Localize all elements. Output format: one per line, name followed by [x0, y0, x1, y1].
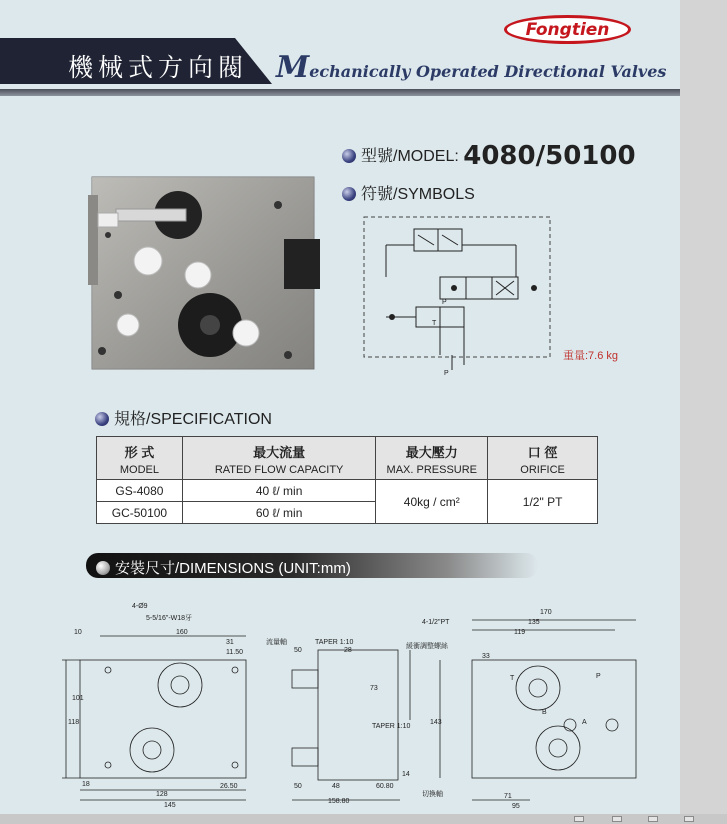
page-thumb-icon[interactable]: [612, 816, 622, 822]
dim-11-50: 11.50: [226, 649, 243, 656]
page-title-cn: 機械式方向閥: [68, 53, 249, 82]
page-thumb-icon[interactable]: [684, 816, 694, 822]
bullet-icon: [96, 561, 110, 575]
symbol-port-t: T: [432, 320, 437, 327]
table-row: [97, 480, 598, 502]
dim-cut-shaft: 切換軸: [422, 791, 443, 798]
dim-48: 48: [332, 783, 340, 790]
dim-taper-top: TAPER 1:10: [315, 639, 354, 646]
dim-31: 31: [226, 639, 234, 646]
cell-flow: 60 ℓ/ min: [182, 502, 376, 524]
col-flow: 最大流量 RATED FLOW CAPACITY: [182, 437, 376, 480]
header-divider: [0, 89, 680, 96]
model-label: 型號/MODEL:: [361, 148, 459, 165]
dim-28: 28: [344, 647, 352, 654]
cell-pressure: 40kg / cm²: [376, 480, 488, 524]
dim-18: 18: [82, 781, 90, 788]
page-thumb-icon[interactable]: [648, 816, 658, 822]
table-header-row: [97, 437, 598, 480]
dim-14: 14: [402, 771, 410, 778]
symbols-label: 符號/SYMBOLS: [361, 186, 475, 203]
col-orifice: 口 徑 ORIFICE: [488, 437, 598, 480]
symbols-line: [342, 181, 475, 204]
model-line: [342, 141, 636, 171]
dimension-drawing: [60, 600, 680, 814]
viewer-side-panel: [680, 0, 727, 824]
dimensions-title: [96, 557, 351, 578]
specification-label: 規格/SPECIFICATION: [114, 411, 272, 428]
cell-model: GC-50100: [97, 502, 183, 524]
dim-50-top: 50: [294, 647, 302, 654]
dim-port-b: B: [542, 709, 547, 716]
dim-port-a: A: [582, 719, 587, 726]
specification-title: [95, 406, 272, 429]
dim-71: 71: [504, 793, 512, 800]
dim-73: 73: [370, 685, 378, 692]
dim-60-80: 60.80: [376, 783, 394, 790]
dim-port-t: T: [510, 675, 515, 682]
dim-143: 143: [430, 719, 442, 726]
dim-50-bottom: 50: [294, 783, 302, 790]
page-title-en: [276, 50, 666, 85]
dim-135: 135: [528, 619, 540, 626]
bullet-icon: [95, 412, 109, 426]
cell-flow: 40 ℓ/ min: [182, 480, 376, 502]
col-pressure: 最大壓力 MAX. PRESSURE: [376, 437, 488, 480]
dim-26-50: 26.50: [220, 783, 238, 790]
cell-model: GS-4080: [97, 480, 183, 502]
dim-170: 170: [540, 609, 552, 616]
weight-label: 重量:7.6 kg: [563, 350, 619, 362]
dim-33: 33: [482, 653, 490, 660]
dim-flow-valve: 流量軸: [266, 639, 287, 646]
model-number: 4080/50100: [463, 141, 636, 171]
title-rest: echanically Operated Directional Valves: [309, 62, 667, 81]
symbol-port-p-bottom: P: [444, 370, 449, 377]
cell-orifice: 1/2" PT: [488, 480, 598, 524]
viewer-bottom-bar: [0, 814, 727, 824]
hydraulic-symbol: [356, 215, 566, 380]
bullet-icon: [342, 149, 356, 163]
symbol-port-p: P: [442, 299, 447, 306]
dim-pt: 4-1/2"PT: [422, 619, 450, 626]
dim-adjust-screw: 緩衝調整螺絲: [406, 643, 448, 650]
fongtien-logo: [504, 15, 631, 44]
dim-port-p: P: [596, 673, 601, 680]
dim-95: 95: [512, 803, 520, 810]
bullet-icon: [342, 187, 356, 201]
dimensions-label: 安裝尺寸/DIMENSIONS (UNIT:mm): [115, 560, 351, 577]
dim-thread: 5-5/16"-W18牙: [146, 615, 193, 622]
dim-10: 10: [74, 629, 82, 636]
dim-158-80: 158.80: [328, 798, 350, 805]
title-initial: M: [276, 50, 310, 85]
logo-text: Fongtien: [525, 19, 610, 40]
dim-119: 119: [514, 629, 526, 636]
dim-taper-mid: TAPER 1:10: [372, 723, 411, 730]
dim-160: 160: [176, 629, 188, 636]
valve-photo: [88, 175, 320, 371]
page-thumb-icon[interactable]: [574, 816, 584, 822]
dim-128: 128: [156, 791, 168, 798]
dim-145: 145: [164, 802, 176, 809]
specification-table: [96, 436, 598, 524]
dim-101: 101: [72, 695, 84, 702]
col-model: 形 式 MODEL: [97, 437, 183, 480]
dim-118: 118: [68, 719, 80, 726]
dim-holes: 4-Ø9: [132, 603, 148, 610]
